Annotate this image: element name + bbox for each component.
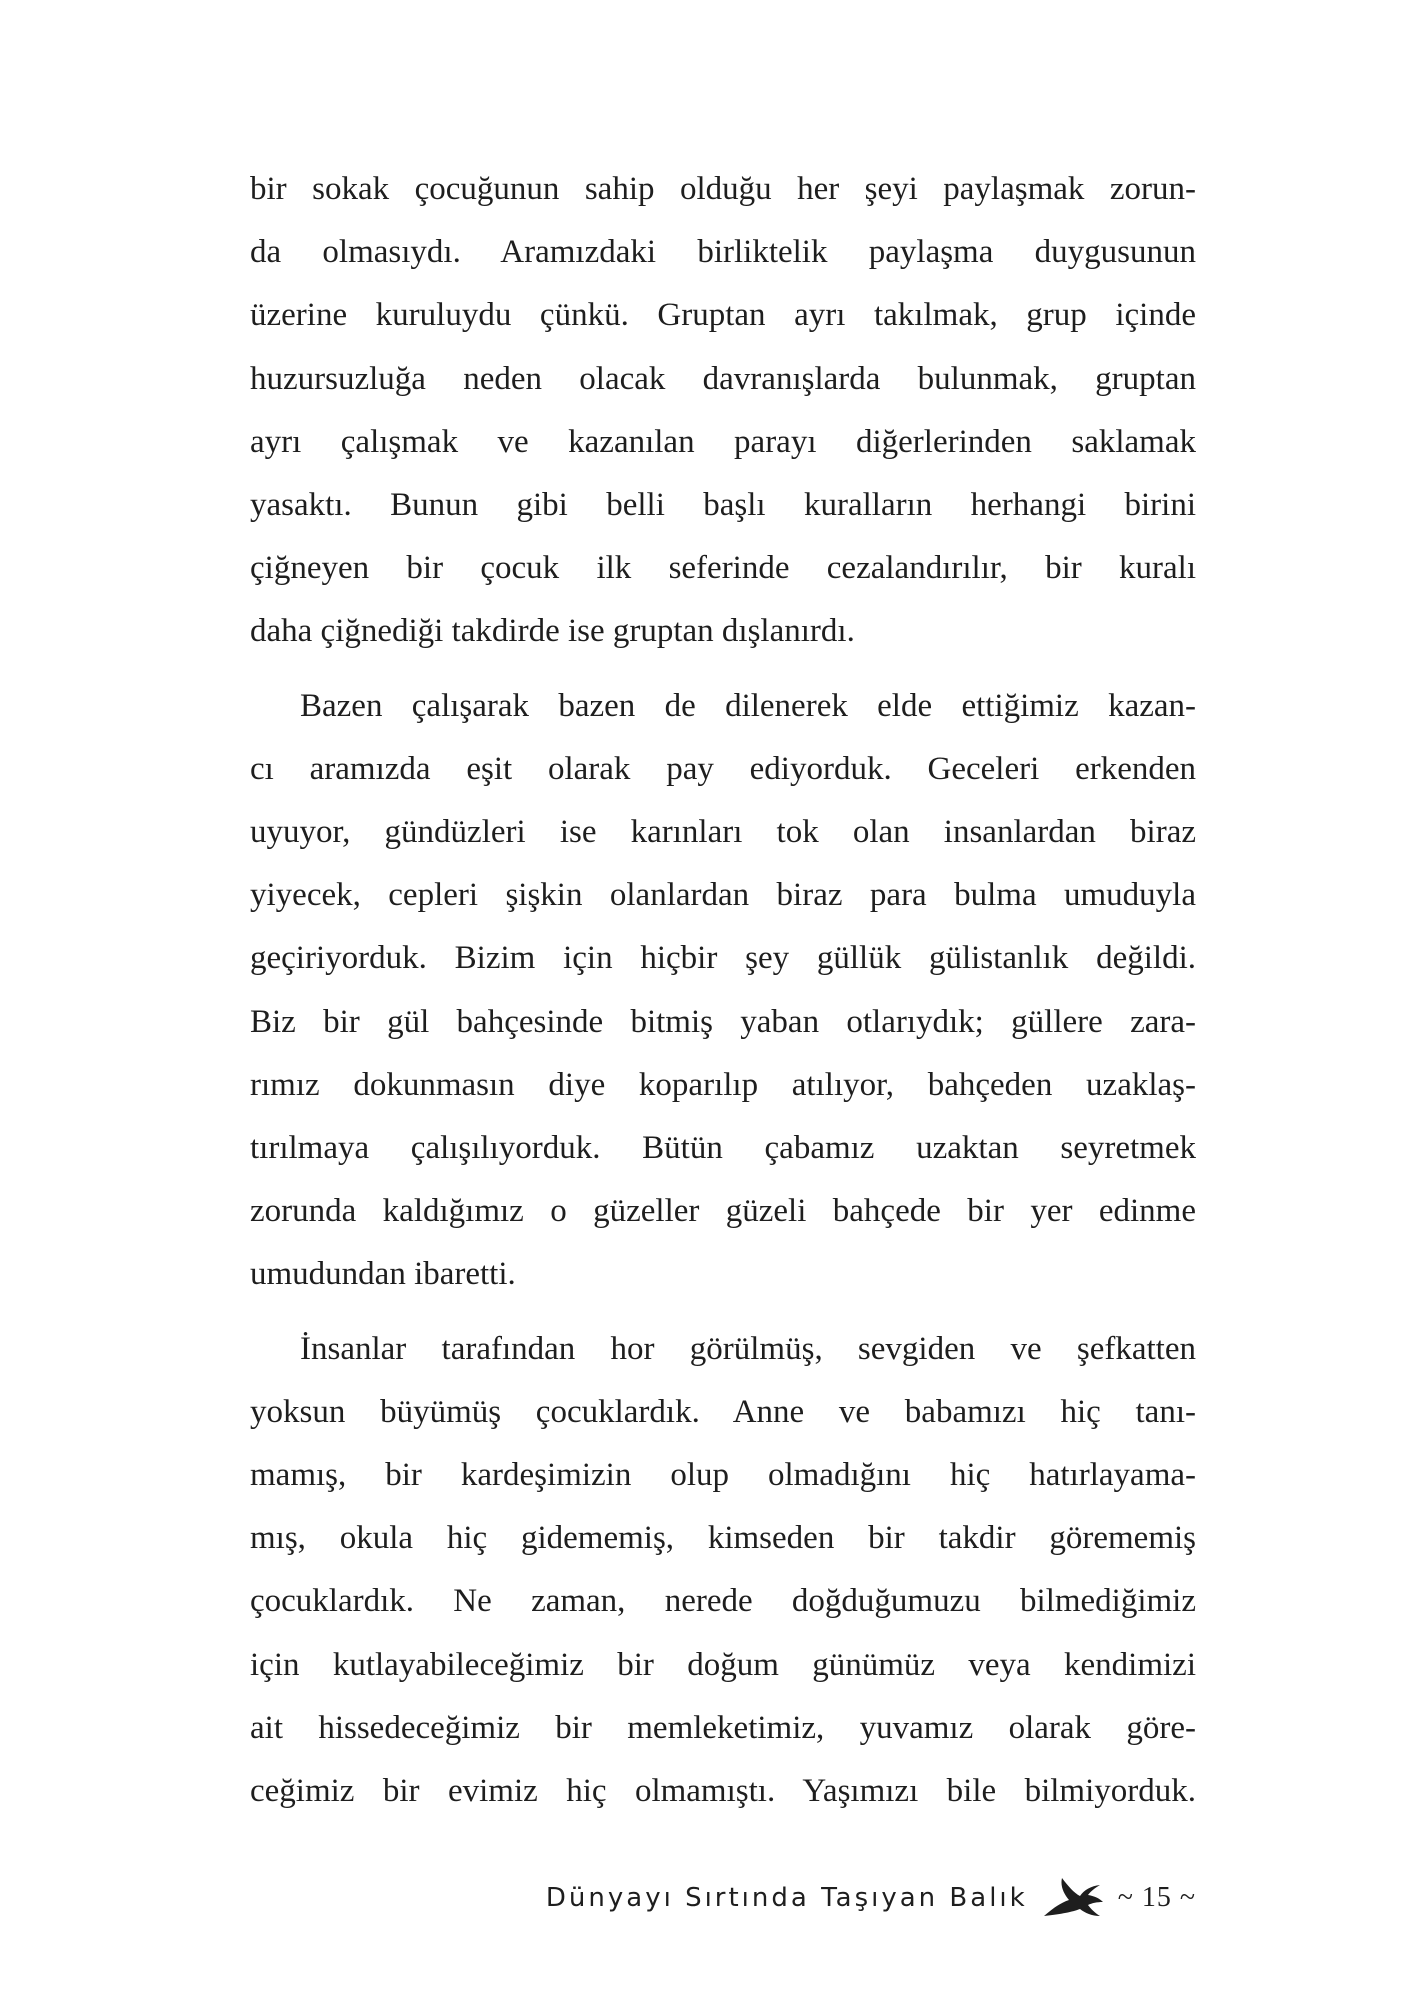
text-line: geçiriyorduk. Bizim için hiçbir şey güllük gülistanlık değildi. — [250, 940, 1196, 977]
text-line: ait hissedeceğimiz bir memleketimiz, yuvamız olarak göre- — [250, 1709, 1196, 1746]
body-text — [250, 158, 1196, 1823]
text-line: da olmasıydı. Aramızdaki birliktelik paylaşma duygusunun — [250, 234, 1196, 271]
text-line: bir sokak çocuğunun sahip olduğu her şeyi paylaşmak zorun- — [250, 171, 1196, 207]
text-line: ceğimiz bir evimiz hiç olmamıştı. Yaşımızı bile bilmiyorduk. — [250, 1773, 1196, 1810]
text-line: cı aramızda eşit olarak pay ediyorduk. Geceleri erkenden — [250, 750, 1196, 787]
text-line: mamış, bir kardeşimizin olup olmadığını hiç hatırlayama- — [250, 1457, 1196, 1494]
paragraph-3 — [250, 1318, 1196, 1824]
text-line: yiyecek, cepleri şişkin olanlardan biraz para bulma umuduyla — [250, 877, 1196, 914]
text-line: Biz bir gül bahçesinde bitmiş yaban otlarıydık; güllere zara- — [250, 1003, 1196, 1040]
text-line: ayrı çalışmak ve kazanılan parayı diğerlerinden saklamak — [250, 423, 1196, 460]
text-line: uyuyor, gündüzleri ise karınları tok olan insanlardan biraz — [250, 814, 1196, 851]
text-line: Bazen çalışarak bazen de dilenerek elde ettiğimiz kazan- — [300, 687, 1196, 724]
text-line: mış, okula hiç gidememiş, kimseden bir takdir görememiş — [250, 1520, 1196, 1557]
text-line: çiğneyen bir çocuk ilk seferinde cezalandırılır, bir kuralı — [250, 550, 1196, 587]
page-number: ~ 15 ~ — [1117, 1882, 1196, 1913]
text-line: rımız dokunmasın diye koparılıp atılıyor, bahçeden uzaklaş- — [250, 1066, 1196, 1103]
text-line: daha çiğnediği takdirde ise gruptan dışlanırdı. — [250, 613, 855, 650]
text-line: yoksun büyümüş çocuklardık. Anne ve babamızı hiç tanı- — [250, 1393, 1196, 1430]
text-line: tırılmaya çalışılıyorduk. Bütün çabamız uzaktan seyretmek — [250, 1130, 1196, 1167]
text-line: umudundan ibaretti. — [250, 1256, 516, 1293]
page-footer — [546, 1876, 1196, 1920]
text-line: İnsanlar tarafından hor görülmüş, sevgiden ve şefkatten — [300, 1330, 1196, 1367]
book-title: Dünyayı Sırtında Taşıyan Balık — [545, 1883, 1028, 1913]
swallow-bird-icon — [1042, 1876, 1104, 1920]
text-line: zorunda kaldığımız o güzeller güzeli bahçede bir yer edinme — [250, 1193, 1196, 1230]
paragraph-2 — [250, 675, 1196, 1307]
text-line: çocuklardık. Ne zaman, nerede doğduğumuzu bilmediğimiz — [250, 1583, 1196, 1620]
text-line: yasaktı. Bunun gibi belli başlı kuralların herhangi birini — [250, 487, 1196, 524]
paragraph-1 — [250, 158, 1196, 664]
text-line: üzerine kuruluydu çünkü. Gruptan ayrı takılmak, grup içinde — [250, 297, 1196, 334]
text-line: huzursuzluğa neden olacak davranışlarda bulunmak, gruptan — [250, 360, 1196, 397]
text-line: için kutlayabileceğimiz bir doğum günümüz veya kendimizi — [250, 1646, 1196, 1683]
